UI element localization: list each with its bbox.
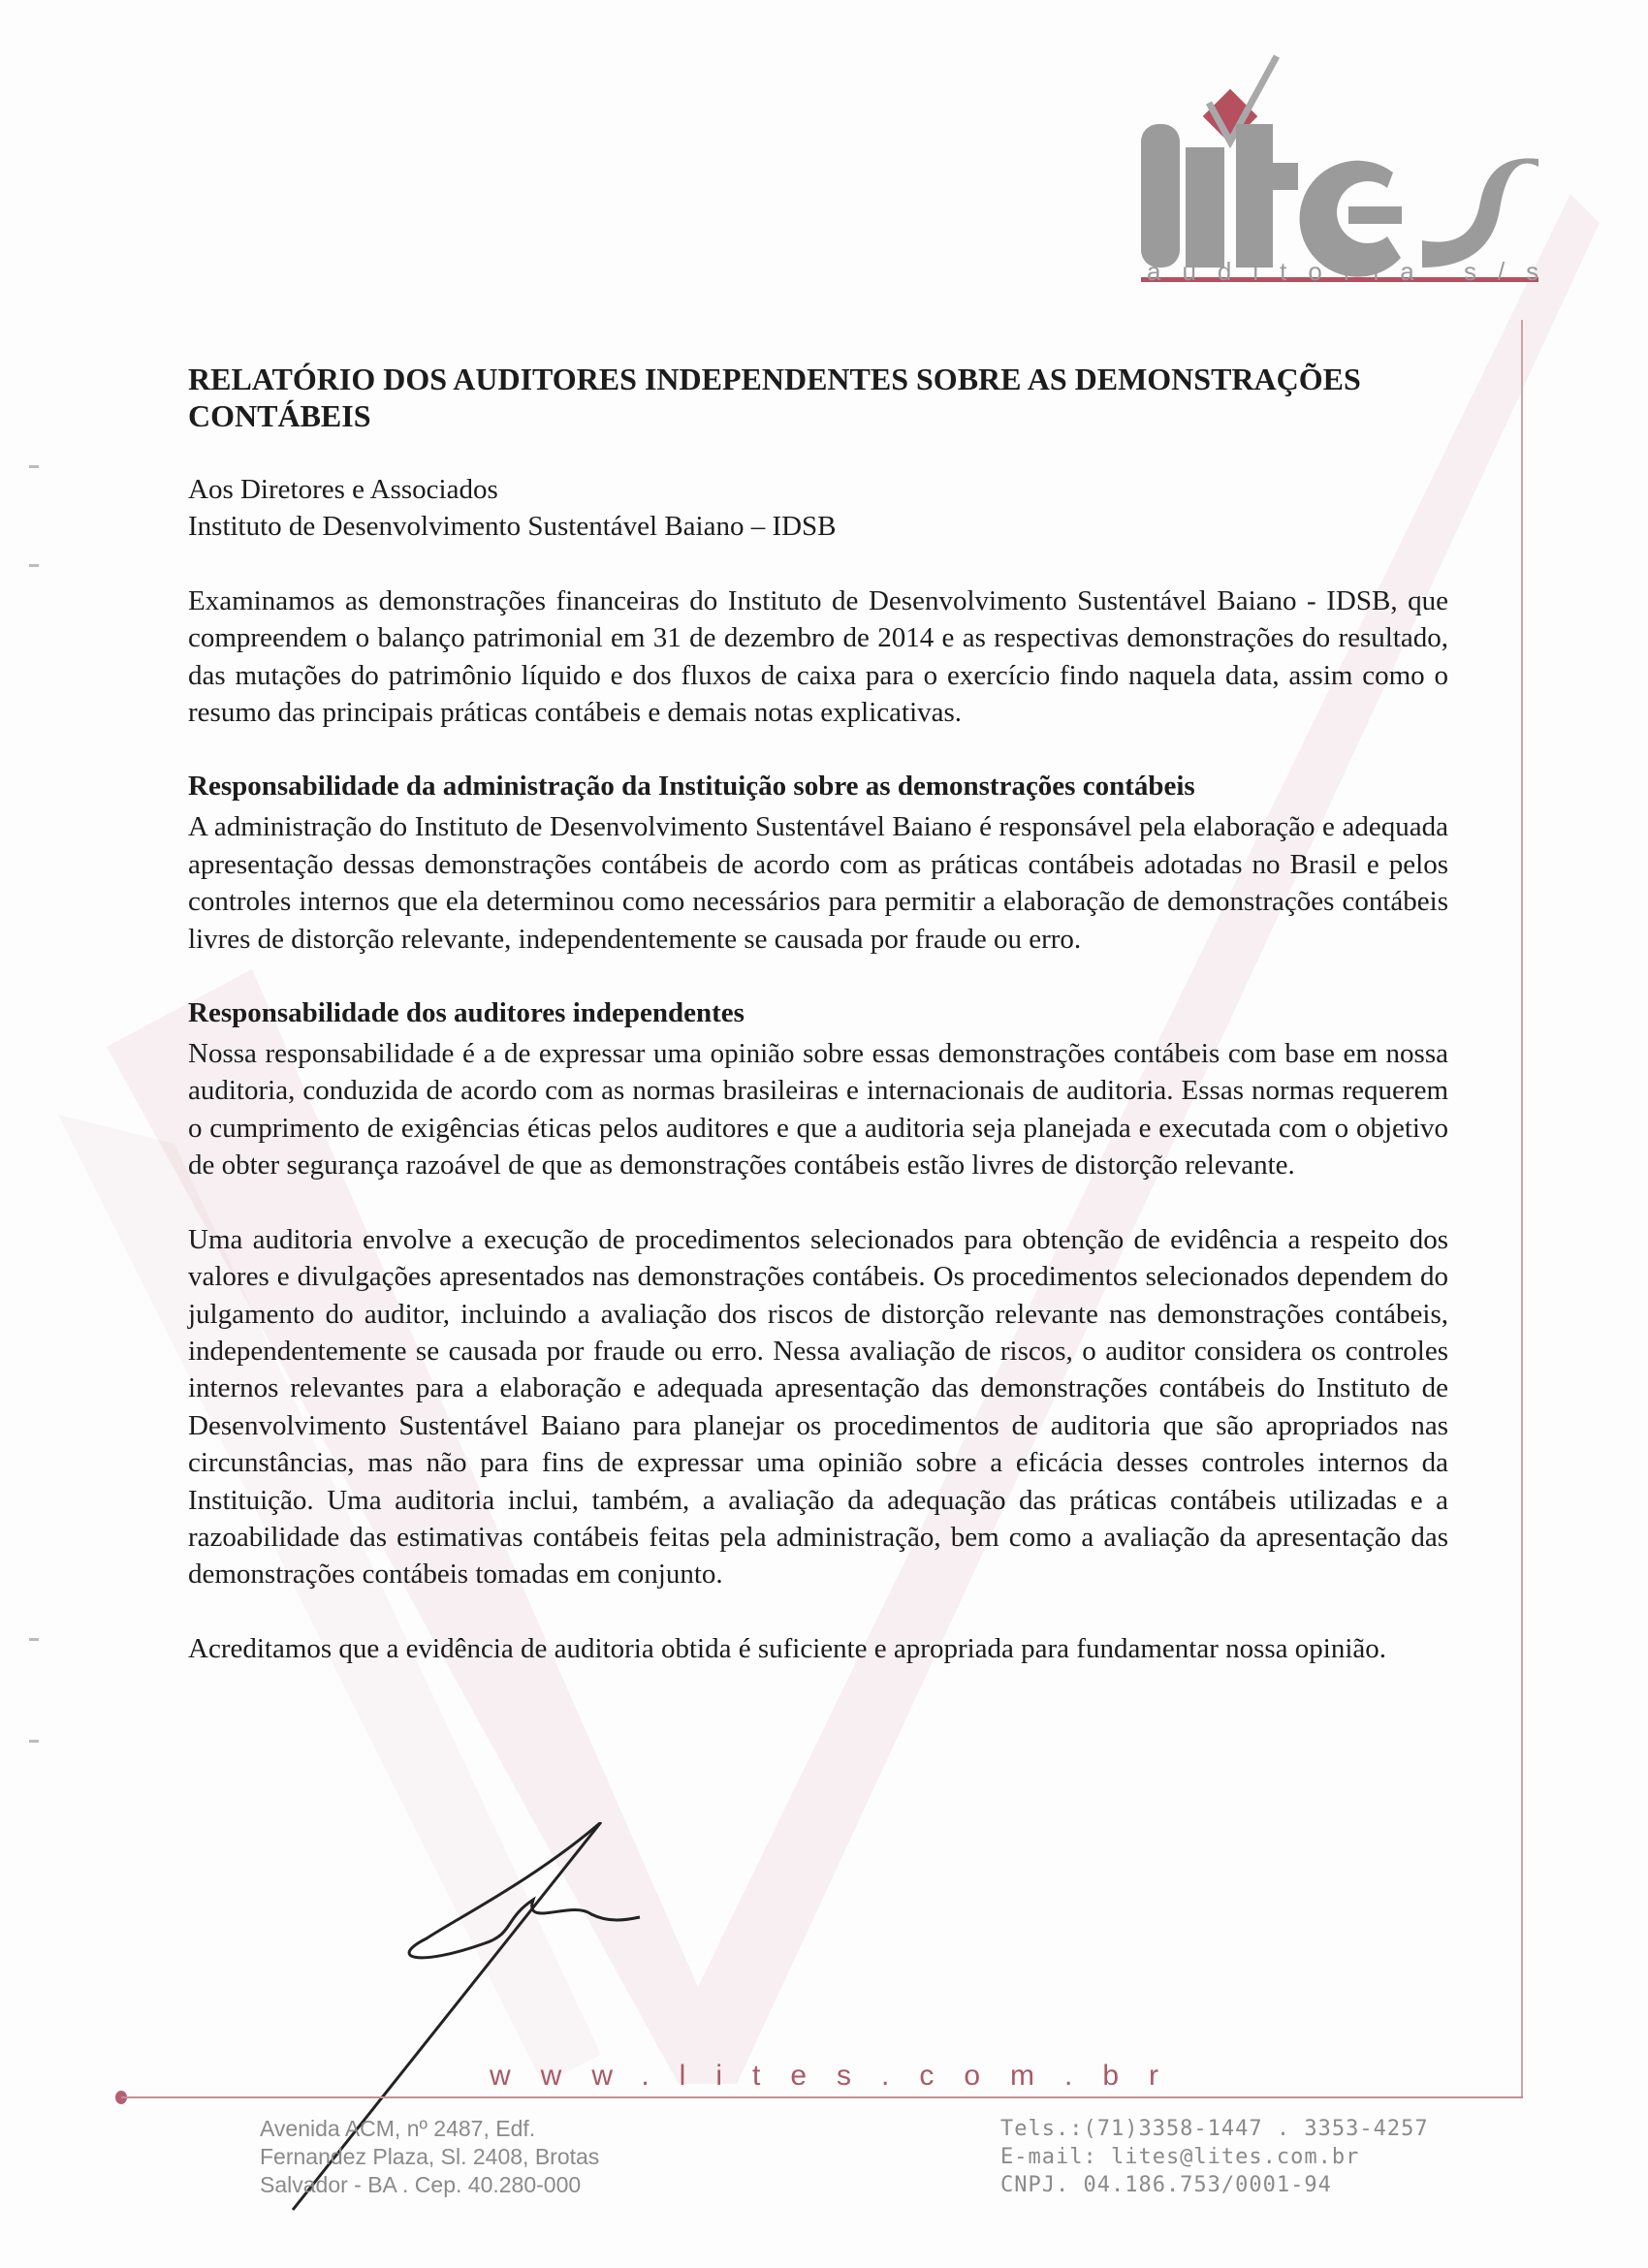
scan-mark bbox=[29, 564, 39, 567]
address-line: Fernandez Plaza, Sl. 2408, Brotas bbox=[260, 2144, 600, 2169]
footer-address bbox=[260, 2115, 599, 2199]
section-heading: Responsabilidade dos auditores independentes bbox=[188, 997, 745, 1029]
logo-subtitle: auditoria s/s bbox=[1147, 257, 1561, 286]
paragraph: Examinamos as demonstrações financeiras do Instituto de Desenvolvimento Sustentável Baiano - IDSB, que compreendem o balanço patrimonial em 31 de dezembro de 2014 e as respectivas demonstrações do resultado, das mutações do patrimônio líquido e dos fluxos de caixa para o exercício findo naquela data, assim como o resumo das principais práticas contábeis e demais notas explicativas. bbox=[188, 584, 1448, 729]
scan-mark bbox=[29, 1638, 39, 1641]
report-title: RELATÓRIO DOS AUDITORES INDEPENDENTES SOBRE AS DEMONSTRAÇÕES CONTÁBEIS bbox=[188, 362, 1361, 433]
email[interactable]: E-mail: lites@lites.com.br bbox=[1000, 2145, 1360, 2169]
border-line bbox=[1521, 320, 1523, 2097]
footer-divider bbox=[121, 2096, 1523, 2098]
section-heading: Responsabilidade da administração da Instituição sobre as demonstrações contábeis bbox=[188, 771, 1195, 803]
paragraph: Nossa responsabilidade é a de expressar uma opinião sobre essas demonstrações contábeis com base em nossa auditoria, conduzida de acordo com as normas brasileiras e internacionais de auditoria. Essas normas requerem o cumprimento de exigências éticas pelos auditores e que a auditoria seja planejada e executada com o objetivo de obter segurança razoável de que as demonstrações contábeis estão livres de distorção relevante. bbox=[188, 1038, 1448, 1181]
paragraph: Uma auditoria envolve a execução de procedimentos selecionados para obtenção de evidência a respeito dos valores e divulgações apresentados nas demonstrações contábeis. Os procedimentos selecionados dependem do julgamento do auditor, incluindo a avaliação dos riscos de distorção relevante nas demonstrações contábeis, independentemente se causada por fraude ou erro. Nessa avaliação de riscos, o auditor considera os controles internos relevantes para a elaboração e adequada apresentação das demonstrações contábeis do Instituto de Desenvolvimento Sustentável Baiano para planejar os procedimentos de auditoria que são apropriados nas circunstâncias, mas não para fins de expressar uma opinião sobre a eficácia desses controles internos da Instituição. Uma auditoria inclui, também, a avaliação da adequação das práticas contábeis utilizadas e a razoabilidade das estimativas contábeis feitas pela administração, bem como a avaliação da apresentação das demonstrações contábeis tomadas em conjunto. bbox=[188, 1223, 1448, 1591]
scan-mark bbox=[29, 465, 39, 468]
paragraph: Acreditamos que a evidência de auditoria obtida é suficiente e apropriada para fundamentar nossa opinião. bbox=[188, 1632, 1387, 1664]
paragraph: A administração do Instituto de Desenvolvimento Sustentável Baiano é responsável pela elaboração e adequada apresentação dessas demonstrações contábeis de acordo com as práticas contábeis adotadas no Brasil e pelos controles internos que ela determinou como necessários para permitir a elaboração de demonstrações contábeis livres de distorção relevante, independentemente se causada por fraude ou erro. bbox=[188, 811, 1448, 955]
lites-logo bbox=[1141, 27, 1561, 291]
recipient-line: Aos Diretores e Associados bbox=[188, 474, 498, 505]
address-line: Avenida ACM, nº 2487, Edf. bbox=[260, 2116, 536, 2141]
address-line: Salvador - BA . Cep. 40.280-000 bbox=[260, 2172, 582, 2197]
report-body bbox=[188, 361, 1448, 1667]
phone-numbers: Tels.:(71)3358-1447 . 3353-4257 bbox=[1000, 2117, 1429, 2141]
website-link[interactable]: www.lites.com.br bbox=[490, 2060, 1189, 2092]
cnpj: CNPJ. 04.186.753/0001-94 bbox=[1000, 2173, 1332, 2197]
footer-contact bbox=[1000, 2115, 1429, 2199]
recipient-line: Instituto de Desenvolvimento Sustentável Baiano – IDSB bbox=[188, 511, 837, 543]
scan-mark bbox=[29, 1740, 39, 1743]
